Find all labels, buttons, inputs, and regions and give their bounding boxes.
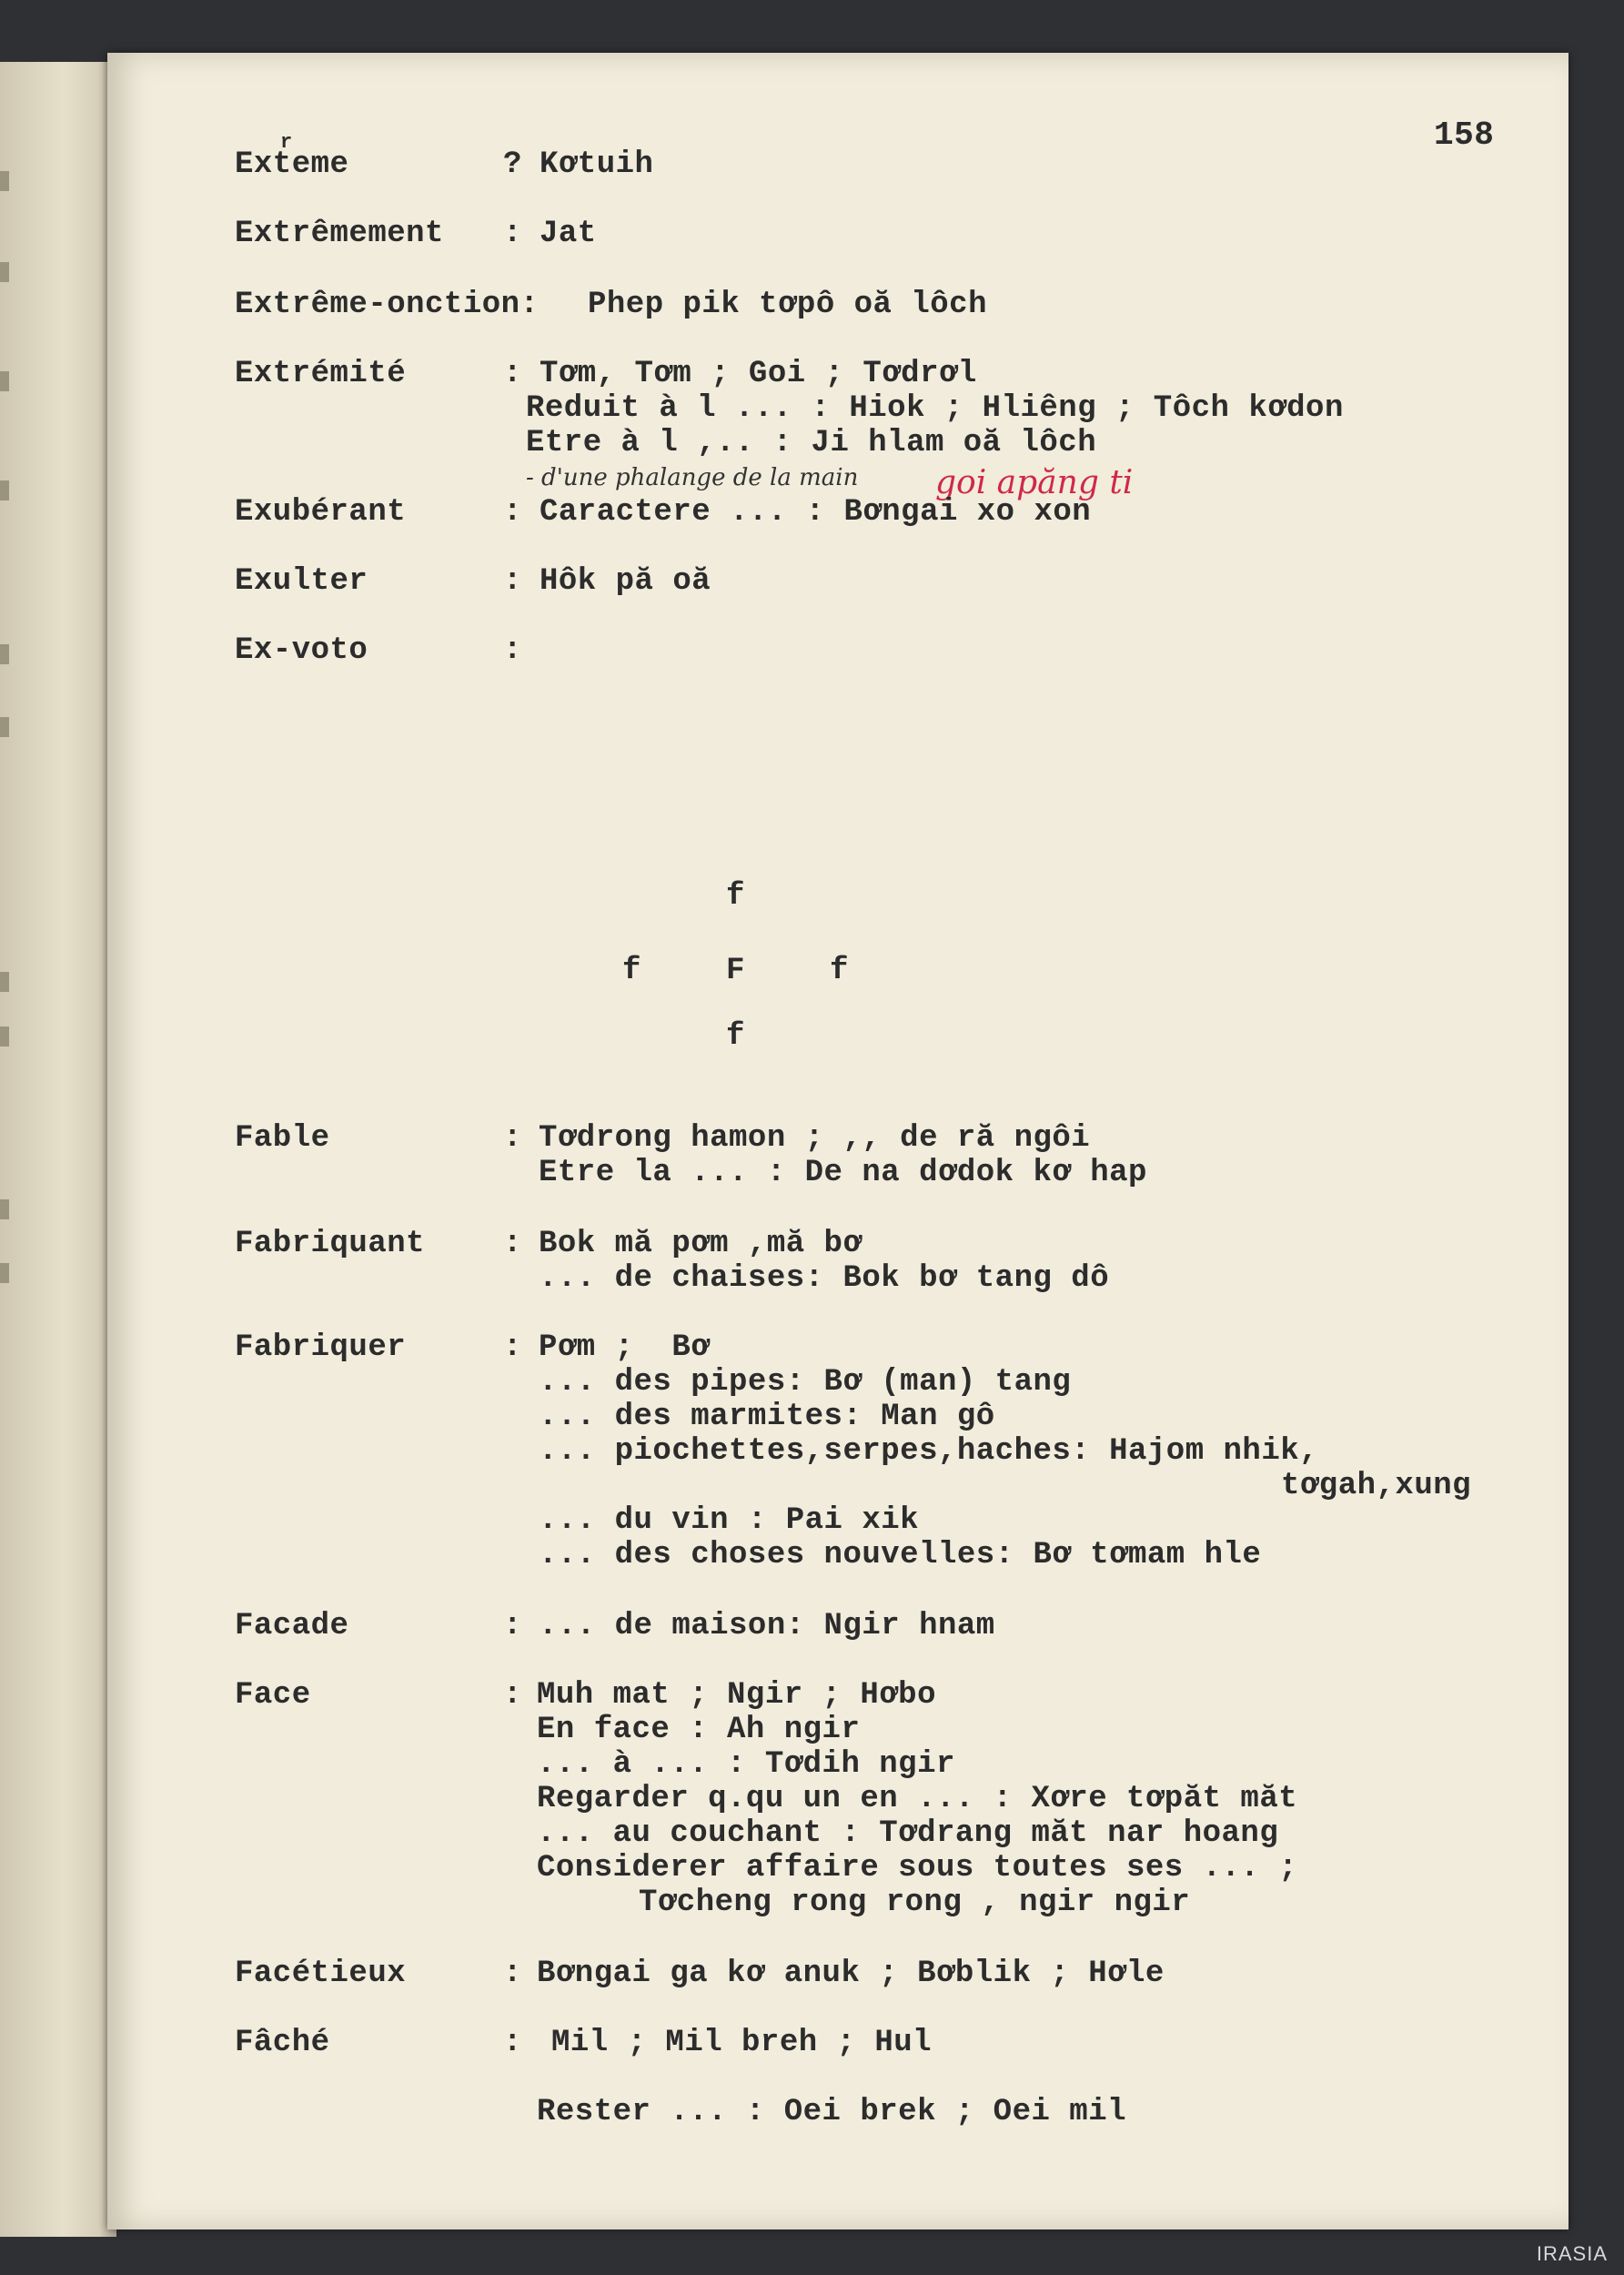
entry-subline: ... des marmites: Man gô	[539, 1400, 995, 1434]
entry-definition: Muh mat ; Ngir ; Hơbo	[537, 1678, 936, 1713]
page-number: 158	[1434, 116, 1495, 154]
section-letter-bottom: f	[726, 1019, 745, 1054]
entry-separator: :	[503, 1121, 522, 1156]
handwritten-note-red: goi apăng ti	[935, 464, 1134, 501]
entry-subline: Reduit à l ... : Hiok ; Hliêng ; Tôch kơdon	[526, 391, 1344, 426]
entry-term: Extrémité	[235, 357, 407, 391]
handwritten-note-black: - d'une phalange de la main	[526, 464, 859, 491]
entry-term: Extrêmement	[235, 217, 444, 251]
entry-subline: Etre la ... : De na dơdok kơ hap	[539, 1156, 1147, 1190]
entry-separator: :	[503, 633, 522, 668]
entry-term: Fabriquant	[235, 1227, 426, 1261]
entry-separator: :	[503, 1956, 522, 1991]
entry-term: Extrême-onction:	[235, 288, 540, 322]
entry-separator: :	[503, 217, 522, 251]
entry-subline: Rester ... : Oei brek ; Oei mil	[537, 2095, 1127, 2129]
entry-term: Fable	[235, 1121, 330, 1156]
entry-definition: Pơm ; Bơ	[539, 1330, 711, 1365]
entry-term: Facade	[235, 1609, 349, 1643]
section-letter-top: f	[726, 879, 745, 914]
entry-term: Exubérant	[235, 495, 407, 530]
entry-separator: :	[503, 1330, 522, 1365]
section-letter-left: f	[622, 954, 641, 988]
entry-definition: Bơngai ga kơ anuk ; Bơblik ; Hơle	[537, 1956, 1165, 1991]
entry-subline: Considerer affaire sous toutes ses ... ;	[537, 1851, 1298, 1886]
entry-term: Exteme	[235, 147, 349, 182]
entry-term: Fabriquer	[235, 1330, 407, 1365]
entry-subline: ... au couchant : Tơdrang măt nar hoang	[537, 1816, 1279, 1851]
adjacent-page-binding	[0, 62, 116, 2237]
watermark: IRASIA	[1536, 2242, 1608, 2265]
entry-subline: Regarder q.qu un en ... : Xơre tơpăt măt	[537, 1782, 1298, 1816]
entry-subline: En face : Ah ngir	[537, 1713, 861, 1747]
superscript-correction: r	[280, 131, 293, 154]
entry-definition: Tơm, Tơm ; Goi ; Tơdrơl	[540, 357, 977, 391]
entry-separator: :	[503, 1678, 522, 1713]
entry-definition: Kơtuih	[540, 147, 654, 182]
entry-separator: :	[503, 357, 522, 391]
entry-definition: Tơdrong hamon ; ,, de ră ngôi	[539, 1121, 1091, 1156]
entry-subline: ... des pipes: Bơ (man) tang	[539, 1365, 1072, 1400]
entry-term: Facétieux	[235, 1956, 407, 1991]
entry-definition: Bok mă pơm ,mă bơ	[539, 1227, 862, 1261]
entry-separator: :	[503, 564, 522, 599]
entry-term: Ex-voto	[235, 633, 368, 668]
entry-separator: :	[503, 1609, 522, 1643]
entry-definition: Jat	[540, 217, 597, 251]
document-page	[107, 53, 1569, 2230]
entry-subline: ... du vin : Pai xik	[539, 1503, 920, 1538]
entry-separator: ?	[503, 147, 522, 182]
entry-subline: ... piochettes,serpes,haches: Hajom nhik,	[539, 1434, 1319, 1469]
entry-subline: ... à ... : Tơdih ngir	[537, 1747, 955, 1782]
entry-term: Fâché	[235, 2026, 330, 2060]
section-letter-right: f	[830, 954, 849, 988]
entry-subline: ... de chaises: Bok bơ tang dô	[539, 1261, 1110, 1296]
entry-subline: tơgah,xung	[1281, 1469, 1472, 1503]
entry-subline: ... des choses nouvelles: Bơ tơmam hle	[539, 1538, 1262, 1572]
entry-subline: Tơcheng rong rong , ngir ngir	[639, 1886, 1191, 1920]
entry-definition: Caractere ... : Bơngai xo xon	[540, 495, 1092, 530]
entry-definition: Hôk pă oă	[540, 564, 711, 599]
entry-definition: Mil ; Mil breh ; Hul	[551, 2026, 933, 2060]
entry-term: Exulter	[235, 564, 368, 599]
entry-definition: Phep pik tơpô oă lôch	[588, 288, 987, 322]
entry-term: Face	[235, 1678, 311, 1713]
entry-separator: :	[503, 1227, 522, 1261]
entry-subline: Etre à l ,.. : Ji hlam oă lôch	[526, 426, 1097, 460]
entry-definition: ... de maison: Ngir hnam	[539, 1609, 995, 1643]
section-letter-center: F	[726, 954, 745, 988]
entry-separator: :	[503, 2026, 522, 2060]
entry-separator: :	[503, 495, 522, 530]
